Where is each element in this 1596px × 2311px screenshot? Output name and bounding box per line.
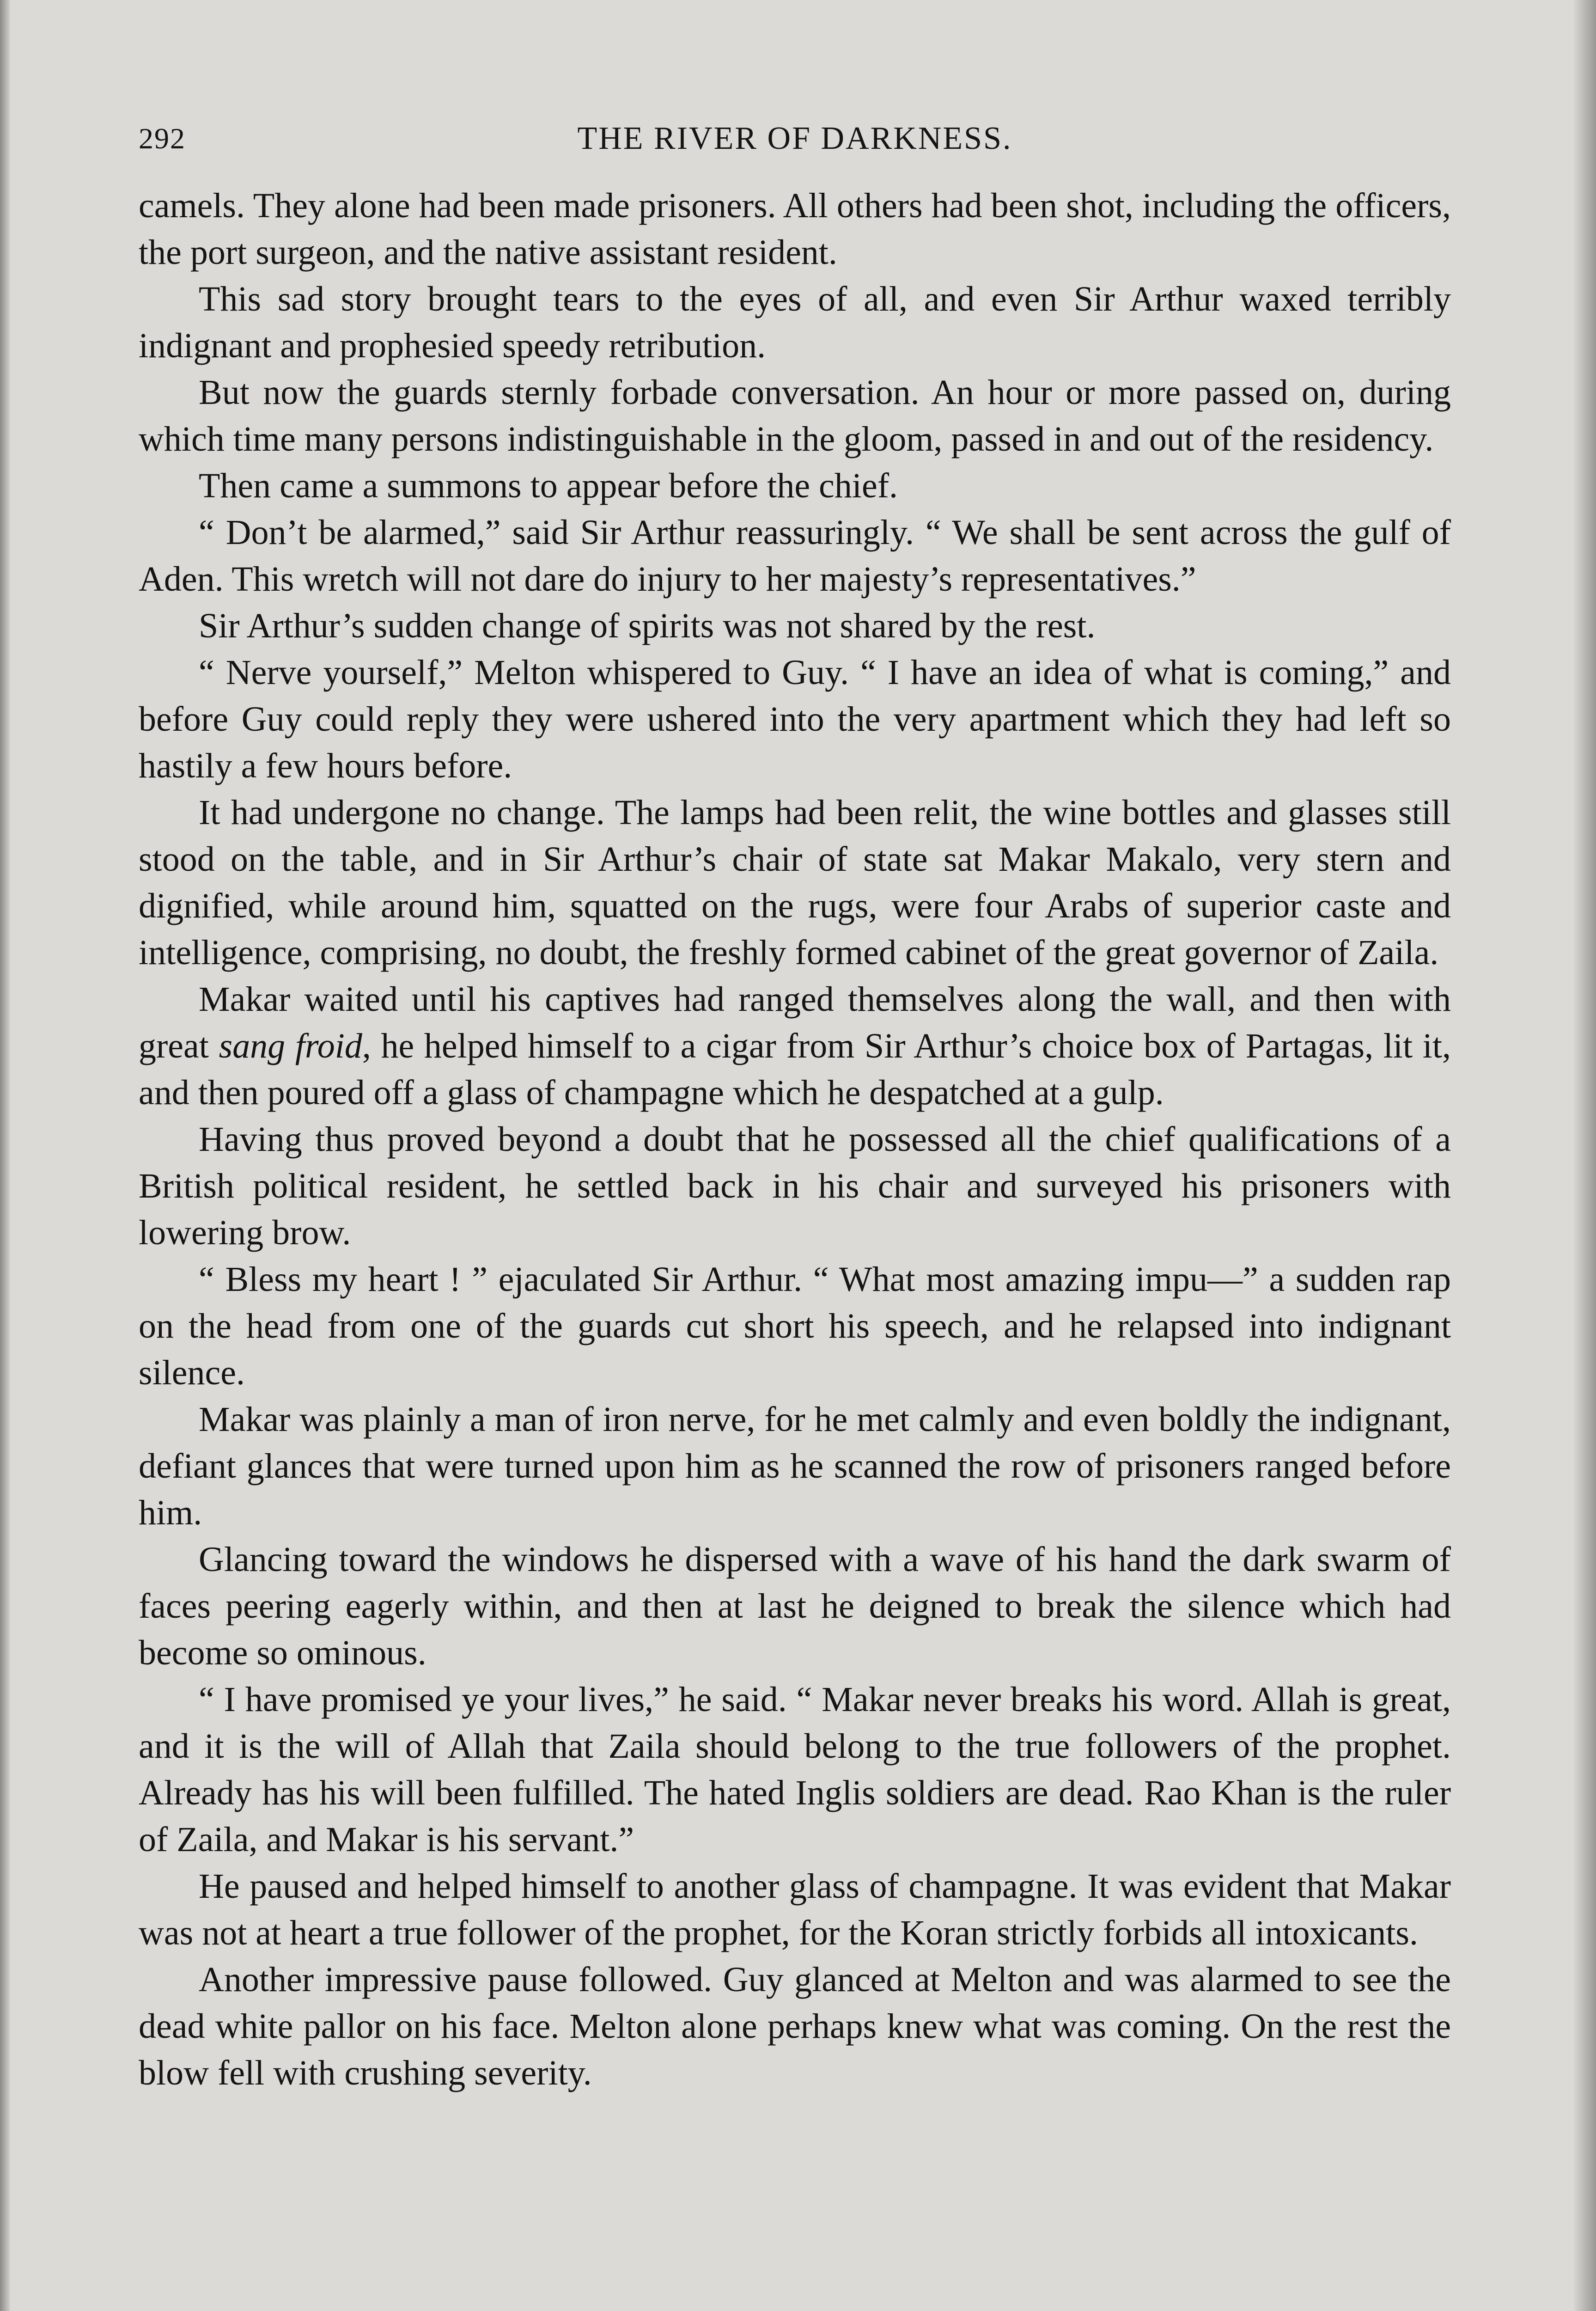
page-left-edge-shadow bbox=[0, 0, 10, 2311]
paragraph: “ I have promised ye your lives,” he said. “ Makar never breaks his word. Allah is great, and it is the will of Allah that Zaila should belong to the true followers of the prophet. Already has his will been fulfilled. The hated Inglis soldiers are dead. Rao Khan is the ruler of Zaila, and Makar is his servant.” bbox=[139, 1680, 1451, 1859]
body-text bbox=[139, 183, 1451, 2097]
paragraph: Then came a summons to appear before the chief. bbox=[199, 466, 898, 505]
paragraph-text: Makar waited until his captives had ranged themselves along the wall, and then with great bbox=[139, 980, 1451, 1065]
paragraph: Sir Arthur’s sudden change of spirits was not shared by the rest. bbox=[199, 606, 1096, 645]
page-right-edge-shadow bbox=[1574, 0, 1596, 2311]
page-header bbox=[139, 118, 1451, 159]
paragraph bbox=[139, 976, 1451, 1116]
paragraph: Another impressive pause followed. Guy glanced at Melton and was alarmed to see the dead white pallor on his face. Melton alone perhaps knew what was coming. On the rest the blow fell with crushing severity. bbox=[139, 1960, 1451, 2092]
paragraph: Having thus proved beyond a doubt that he possessed all the chief qualifications of a British political resident, he settled back in his chair and surveyed his prisoners with lowering brow. bbox=[139, 1120, 1451, 1252]
paragraph: “ Bless my heart ! ” ejaculated Sir Arthur. “ What most amazing impu—” a sudden rap on the head from one of the guards cut short his speech, and he relapsed into indignant silence. bbox=[139, 1260, 1451, 1392]
paragraph: But now the guards sternly forbade conversation. An hour or more passed on, during which time many persons indistinguishable in the gloom, passed in and out of the residency. bbox=[139, 373, 1451, 459]
page-number: 292 bbox=[139, 122, 186, 155]
paragraph: Glancing toward the windows he dispersed with a wave of his hand the dark swarm of faces peering eagerly within, and then at last he deigned to break the silence which had become so ominous. bbox=[139, 1540, 1451, 1672]
paragraph: He paused and helped himself to another glass of champagne. It was evident that Makar was not at heart a true follower of the prophet, for the Koran strictly forbids all intoxicants. bbox=[139, 1867, 1451, 1952]
paragraph: “ Don’t be alarmed,” said Sir Arthur reassuringly. “ We shall be sent across the gulf of Aden. This wretch will not dare do injury to her majesty’s representatives.” bbox=[139, 513, 1451, 599]
paragraph: It had undergone no change. The lamps had been relit, the wine bottles and glasses still stood on the table, and in Sir Arthur’s chair of state sat Makar Makalo, very stern and dignified, while around him, squatted on the rugs, were four Arabs of superior caste and intelligence, comprising, no doubt, the freshly formed cabinet of the great governor of Zaila. bbox=[139, 793, 1451, 972]
paragraph: “ Nerve yourself,” Melton whispered to Guy. “ I have an idea of what is coming,” and before Guy could reply they were ushered into the very apartment which they had left so hastily a few hours before. bbox=[139, 653, 1451, 785]
italic-phrase: sang froid bbox=[219, 1027, 362, 1065]
paragraph: This sad story brought tears to the eyes of all, and even Sir Arthur waxed terribly indignant and prophesied speedy retribution. bbox=[139, 280, 1451, 365]
paragraph: Makar was plainly a man of iron nerve, for he met calmly and even boldly the indignant, defiant glances that were turned upon him as he scanned the row of prisoners ranged before him. bbox=[139, 1400, 1451, 1532]
paragraph: camels. They alone had been made prisoners. All others had been shot, including the officers, the port surgeon, and the native assistant resident. bbox=[139, 186, 1451, 272]
running-title: THE RIVER OF DARKNESS. bbox=[577, 121, 1012, 156]
paragraph-text: , he helped himself to a cigar from Sir Arthur’s choice box of Partagas, lit it, and then poured off a glass of champagne which he despatched at a gulp. bbox=[139, 1027, 1451, 1112]
